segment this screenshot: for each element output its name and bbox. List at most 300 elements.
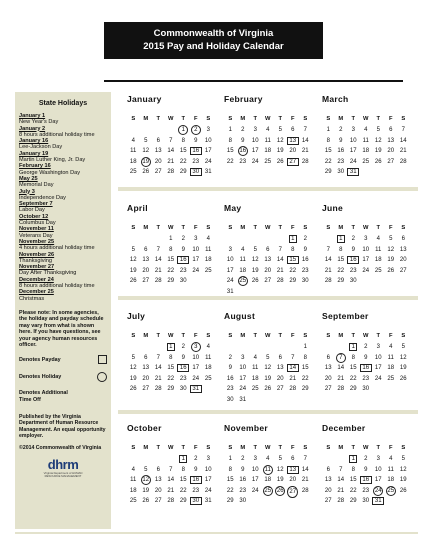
holiday-date: December 25	[19, 289, 54, 296]
day-cell: 5	[144, 466, 148, 473]
header-divider	[104, 80, 403, 82]
day-cell: 18	[362, 148, 370, 154]
day-cell: 7	[291, 354, 295, 361]
day-cell: 18	[264, 477, 272, 483]
weekday-header: S	[326, 116, 331, 122]
holiday-entry	[19, 126, 107, 139]
holiday-entry	[19, 163, 107, 176]
weekday-header: T	[181, 116, 186, 122]
month-name: January	[127, 94, 162, 104]
day-cell: 6	[156, 137, 160, 144]
month-january	[127, 94, 215, 178]
day-cell: 29	[179, 498, 187, 504]
day-cell: 19	[264, 375, 272, 382]
month-name: November	[224, 423, 268, 433]
day-cell: 4	[389, 344, 393, 350]
day-cell: 6	[144, 354, 148, 361]
day-cell: 18	[129, 487, 137, 494]
day-cell: 8	[303, 354, 307, 361]
day-cell: 6	[144, 246, 148, 253]
weekday-header: F	[193, 116, 198, 122]
day-cell: 30	[301, 278, 309, 284]
day-cell: 4	[389, 456, 393, 462]
weekday-header: T	[253, 225, 258, 231]
day-cell: 9	[339, 137, 343, 144]
weekday-header: S	[401, 225, 406, 231]
day-cell: 11	[252, 365, 259, 371]
day-cell: 10	[204, 466, 212, 473]
day-cell: 2	[351, 236, 355, 242]
weekday-header: S	[206, 333, 211, 339]
day-cell: 27	[387, 158, 395, 165]
holiday-date-cell: 16	[239, 148, 247, 154]
day-cell: 4	[253, 354, 257, 361]
day-cell: 22	[289, 267, 297, 274]
day-cell: 15	[324, 148, 332, 154]
month-grid	[322, 114, 410, 178]
holiday-date: February 16	[19, 163, 51, 170]
weekday-header: T	[253, 116, 258, 122]
day-cell: 3	[206, 127, 210, 133]
day-cell: 23	[349, 267, 357, 274]
day-cell: 26	[142, 169, 150, 175]
day-cell: 15	[226, 477, 234, 483]
day-cell: 30	[362, 498, 370, 504]
day-cell: 9	[303, 246, 307, 253]
day-cell: 6	[278, 354, 282, 361]
holiday-entry	[19, 277, 107, 290]
day-cell: 29	[179, 169, 187, 175]
holiday-date: November 26	[19, 251, 55, 258]
day-cell: 4	[364, 127, 368, 133]
day-cell: 10	[349, 137, 357, 144]
weekday-header: T	[376, 445, 381, 451]
empty-day	[274, 234, 287, 245]
day-cell: 5	[144, 137, 148, 144]
holiday-date: December 24	[19, 276, 54, 283]
holiday-date: January 1	[19, 113, 46, 119]
month-grid	[322, 443, 410, 507]
day-cell: 24	[251, 487, 259, 494]
day-cell: 24	[204, 158, 212, 165]
day-cell: 14	[154, 257, 162, 263]
weekday-header: S	[326, 333, 331, 339]
day-cell: 9	[228, 365, 232, 371]
holiday-date: May 25	[19, 175, 38, 182]
day-cell: 10	[204, 137, 212, 144]
day-cell: 26	[399, 375, 407, 382]
payday-date: 1	[347, 454, 360, 465]
day-cell: 14	[337, 365, 345, 371]
day-cell: 26	[129, 278, 137, 284]
day-cell: 24	[374, 375, 382, 382]
day-cell: 3	[376, 456, 380, 462]
day-cell: 15	[337, 257, 345, 263]
day-cell: 23	[239, 158, 247, 165]
payday-date: 14	[287, 363, 300, 374]
day-cell: 31	[239, 396, 247, 403]
day-cell: 13	[142, 257, 150, 263]
payday-date: 16	[360, 475, 373, 486]
day-cell: 19	[251, 267, 259, 274]
day-cell: 26	[142, 498, 150, 504]
day-cell: 12	[374, 137, 382, 144]
day-cell: 28	[337, 498, 345, 504]
day-cell: 21	[154, 375, 162, 382]
day-cell: 29	[337, 278, 345, 284]
day-cell: 17	[204, 148, 212, 154]
empty-day	[140, 234, 153, 245]
day-cell: 12	[276, 466, 284, 473]
weekday-header: T	[253, 445, 258, 451]
payday-date: 1	[287, 234, 300, 245]
empty-day	[335, 342, 348, 353]
day-cell: 14	[301, 137, 309, 144]
empty-day	[152, 234, 165, 245]
holiday-date-cell: 12	[142, 477, 150, 483]
day-cell: 21	[324, 267, 332, 274]
day-cell: 19	[374, 148, 382, 154]
weekday-header: S	[228, 445, 233, 451]
day-cell: 19	[387, 257, 395, 263]
day-cell: 11	[264, 137, 271, 144]
holiday-date-cell: 26	[276, 487, 284, 494]
day-cell: 19	[276, 477, 284, 483]
day-cell: 22	[179, 158, 187, 165]
weekday-header: M	[240, 445, 246, 451]
day-cell: 20	[276, 375, 284, 382]
day-cell: 28	[154, 278, 162, 284]
day-cell: 24	[204, 487, 212, 494]
day-cell: 10	[251, 466, 259, 473]
state-holidays-title: State Holidays	[38, 100, 88, 107]
day-cell: 15	[301, 365, 309, 371]
day-cell: 24	[239, 386, 247, 392]
day-cell: 1	[326, 127, 330, 133]
day-cell: 20	[289, 477, 297, 483]
empty-day	[274, 342, 287, 353]
legend-additional-label: Denotes Additional Time Off	[19, 390, 68, 403]
day-cell: 22	[349, 487, 357, 494]
weekday-header: M	[143, 445, 149, 451]
day-cell: 19	[399, 477, 407, 483]
day-cell: 25	[387, 375, 395, 382]
payday-date: 1	[177, 454, 190, 465]
payday-date: 30	[190, 496, 203, 507]
day-cell: 18	[204, 257, 212, 263]
day-cell: 28	[399, 158, 407, 165]
day-cell: 25	[264, 158, 272, 165]
day-cell: 15	[167, 365, 175, 371]
day-cell: 11	[387, 466, 394, 473]
weekday-header: F	[290, 445, 295, 451]
day-cell: 5	[401, 456, 405, 462]
day-cell: 5	[389, 236, 393, 242]
day-cell: 23	[337, 158, 345, 165]
day-cell: 9	[241, 137, 245, 144]
month-grid	[224, 114, 312, 167]
holiday-entry	[19, 252, 107, 265]
empty-day	[249, 234, 262, 245]
weekday-header: W	[168, 333, 174, 339]
holiday-entry	[19, 151, 107, 164]
weekday-header: W	[265, 333, 271, 339]
day-cell: 2	[228, 354, 232, 361]
day-cell: 17	[374, 365, 382, 371]
day-cell: 1	[228, 127, 232, 133]
month-grid	[127, 114, 215, 178]
weekday-header: T	[253, 333, 258, 339]
holiday-date-cell: 2	[190, 125, 203, 136]
holiday-date-cell: 1	[177, 125, 190, 136]
weekday-header: W	[363, 445, 369, 451]
weekday-header: S	[131, 225, 136, 231]
day-cell: 28	[324, 278, 332, 284]
day-cell: 11	[387, 354, 394, 361]
day-cell: 29	[324, 169, 332, 175]
month-grid	[127, 331, 215, 395]
empty-day	[322, 234, 335, 245]
weekday-header: T	[156, 116, 161, 122]
day-cell: 25	[362, 158, 370, 165]
weekday-header: W	[168, 116, 174, 122]
holiday-date-cell: 25	[264, 487, 272, 494]
day-cell: 17	[192, 257, 200, 263]
day-cell: 25	[129, 498, 137, 504]
empty-day	[237, 234, 250, 245]
weekday-header: S	[401, 445, 406, 451]
day-cell: 24	[192, 267, 200, 274]
holiday-entry	[19, 201, 107, 214]
month-may	[224, 203, 312, 297]
day-cell: 9	[181, 354, 185, 361]
day-cell: 22	[226, 487, 234, 494]
weekday-header: F	[290, 225, 295, 231]
day-cell: 22	[226, 158, 234, 165]
weekday-header: S	[303, 116, 308, 122]
day-cell: 30	[226, 396, 234, 403]
payday-date: 1	[165, 342, 178, 353]
weekday-header: W	[265, 116, 271, 122]
day-cell: 14	[276, 257, 284, 263]
day-cell: 11	[205, 354, 212, 361]
holiday-name: Memorial Day	[19, 182, 54, 189]
day-cell: 28	[167, 169, 175, 175]
weekday-header: T	[278, 445, 283, 451]
day-cell: 13	[276, 365, 284, 371]
weekday-header: S	[206, 225, 211, 231]
day-cell: 27	[324, 498, 332, 504]
legend-payday	[19, 354, 107, 366]
weekday-header: F	[388, 116, 393, 122]
day-cell: 16	[239, 477, 247, 483]
holiday-name: George Washington Day	[19, 169, 81, 176]
day-cell: 25	[204, 375, 212, 382]
month-name: October	[127, 423, 162, 433]
payday-date: 27	[287, 486, 300, 497]
day-cell: 10	[239, 365, 247, 371]
weekday-header: S	[206, 445, 211, 451]
day-cell: 9	[364, 466, 368, 473]
blank-icon	[97, 392, 107, 402]
weekday-header: S	[228, 116, 233, 122]
month-name: August	[224, 311, 256, 321]
month-name: June	[322, 203, 344, 213]
holiday-name: Columbus Day	[19, 220, 56, 227]
day-cell: 21	[276, 267, 284, 274]
day-cell: 13	[387, 137, 395, 144]
day-cell: 30	[239, 498, 247, 504]
day-cell: 15	[167, 257, 175, 263]
dhrm-logo-text: dhrm	[47, 457, 79, 473]
weekday-header: T	[278, 333, 283, 339]
weekday-header: M	[143, 116, 149, 122]
month-grid	[224, 331, 312, 405]
day-cell: 4	[131, 137, 135, 144]
day-cell: 5	[401, 344, 405, 350]
weekday-header: S	[228, 333, 233, 339]
circle-icon	[97, 372, 107, 382]
day-cell: 18	[251, 375, 259, 382]
day-cell: 28	[337, 386, 345, 392]
day-cell: 27	[154, 169, 162, 175]
weekday-header: S	[131, 116, 136, 122]
day-cell: 25	[374, 267, 382, 274]
legend-payday-label: Denotes Payday	[19, 356, 61, 363]
holiday-name: Martin Luther King, Jr. Day	[19, 157, 86, 164]
day-cell: 18	[387, 477, 395, 483]
day-cell: 19	[276, 148, 284, 154]
weekday-header: T	[351, 116, 356, 122]
empty-day	[127, 342, 140, 353]
weekday-header: S	[326, 225, 331, 231]
day-cell: 12	[142, 148, 150, 154]
weekday-header: T	[181, 445, 186, 451]
day-cell: 20	[387, 148, 395, 154]
holiday-name: Labor Day	[19, 207, 45, 214]
calendar-title-banner	[104, 22, 323, 59]
holiday-entry	[19, 239, 107, 252]
day-cell: 5	[278, 127, 282, 133]
empty-day	[322, 342, 335, 353]
day-cell: 10	[362, 246, 370, 253]
day-cell: 20	[324, 487, 332, 494]
day-cell: 3	[206, 456, 210, 462]
weekday-header: T	[156, 333, 161, 339]
day-cell: 20	[264, 267, 272, 274]
holiday-entry	[19, 176, 107, 189]
empty-day	[152, 454, 165, 465]
holiday-date-cell: 24	[374, 487, 382, 494]
weekday-header: T	[278, 225, 283, 231]
weekday-header: S	[303, 445, 308, 451]
weekday-header: S	[206, 116, 211, 122]
weekday-header: M	[338, 116, 344, 122]
weekday-header: W	[168, 445, 174, 451]
day-cell: 7	[156, 246, 160, 253]
day-cell: 20	[154, 487, 162, 494]
day-cell: 2	[181, 344, 185, 350]
day-cell: 24	[362, 267, 370, 274]
day-cell: 31	[226, 288, 234, 295]
day-cell: 28	[276, 278, 284, 284]
weekday-header: F	[388, 225, 393, 231]
month-grid	[322, 223, 410, 287]
month-december	[322, 423, 410, 507]
day-cell: 27	[154, 498, 162, 504]
month-september	[322, 311, 410, 395]
month-november	[224, 423, 312, 507]
day-cell: 21	[167, 158, 175, 165]
day-cell: 8	[169, 354, 173, 361]
schedule-note: Please note: In some agencies, the holiday and payday schedule may vary from what is shown here. If you have questions, see your agency human resources officer.	[19, 309, 104, 349]
weekday-header: F	[193, 333, 198, 339]
day-cell: 20	[154, 158, 162, 165]
holiday-date: January 2	[19, 125, 46, 132]
day-cell: 17	[204, 477, 212, 483]
day-cell: 14	[167, 148, 175, 154]
day-cell: 3	[364, 236, 368, 242]
month-name: September	[322, 311, 369, 321]
day-cell: 22	[349, 375, 357, 382]
day-cell: 14	[154, 365, 162, 371]
weekday-header: W	[265, 445, 271, 451]
holiday-date-cell: 7	[335, 353, 348, 364]
day-cell: 3	[351, 127, 355, 133]
payday-date: 27	[287, 157, 300, 168]
day-cell: 8	[351, 466, 355, 473]
day-cell: 25	[129, 169, 137, 175]
day-cell: 4	[206, 236, 210, 242]
empty-day	[224, 234, 237, 245]
day-cell: 28	[301, 158, 309, 165]
day-cell: 20	[399, 257, 407, 263]
day-cell: 10	[192, 246, 200, 253]
month-name: March	[322, 94, 349, 104]
month-grid	[322, 331, 410, 395]
day-cell: 29	[167, 386, 175, 392]
holiday-name: Day After Thanksgiving	[19, 270, 77, 277]
holiday-date: January 19	[19, 150, 49, 157]
weekday-header: T	[351, 445, 356, 451]
day-cell: 29	[301, 386, 309, 392]
day-cell: 11	[130, 148, 137, 154]
legend-holiday-label: Denotes Holiday	[19, 373, 62, 380]
day-cell: 22	[167, 267, 175, 274]
day-cell: 14	[337, 477, 345, 483]
day-cell: 11	[205, 246, 212, 253]
weekday-header: W	[363, 333, 369, 339]
day-cell: 30	[337, 169, 345, 175]
day-cell: 23	[301, 267, 309, 274]
holiday-list	[19, 113, 107, 302]
day-cell: 26	[264, 386, 272, 392]
holiday-name: Christmas	[19, 295, 45, 302]
day-cell: 21	[337, 487, 345, 494]
day-cell: 21	[301, 148, 309, 154]
day-cell: 8	[181, 466, 185, 473]
day-cell: 11	[130, 477, 137, 483]
day-cell: 20	[289, 148, 297, 154]
day-cell: 17	[251, 148, 259, 154]
holiday-date: July 3	[19, 188, 35, 195]
copyright-text: ©2014 Commonwealth of Virginia	[19, 445, 102, 452]
day-cell: 9	[194, 466, 198, 473]
day-cell: 3	[376, 344, 380, 350]
weekday-header: F	[388, 333, 393, 339]
day-cell: 15	[349, 365, 357, 371]
day-cell: 4	[266, 456, 270, 462]
